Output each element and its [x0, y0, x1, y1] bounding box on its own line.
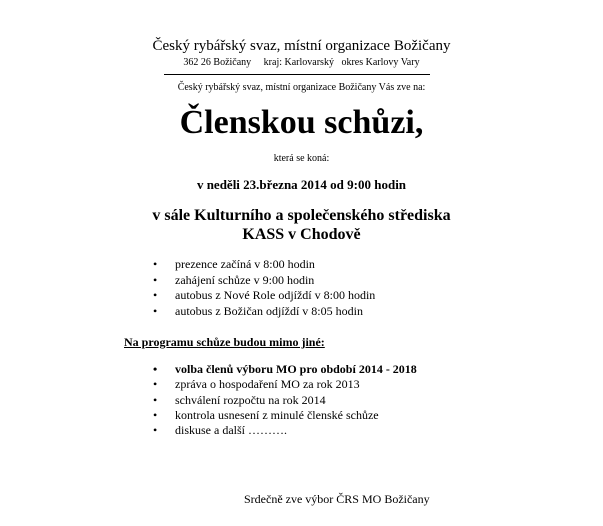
bullet-icon: •: [153, 272, 158, 287]
bullet-icon: •: [153, 257, 158, 271]
schedule-item-text: zahájení schůze v 9:00 hodin: [175, 272, 315, 287]
organization-address: 362 26 Božičany kraj: Karlovarský okres Karlovy Vary: [183, 57, 420, 68]
organization-name: Český rybářský svaz, místní organizace Božičany: [152, 38, 451, 54]
held-label: která se koná:: [273, 153, 330, 164]
venue-line-1: v sále Kulturního a společenského střediska: [152, 207, 451, 224]
bullet-icon: •: [153, 303, 158, 318]
header-divider: [164, 74, 430, 75]
program-item-text: kontrola usnesení z minulé členské schůze: [175, 407, 379, 422]
meeting-date: v neděli 23.března 2014 od 9:00 hodin: [196, 177, 407, 192]
schedule-item-text: autobus z Božičan odjíždí v 8:05 hodin: [175, 303, 363, 318]
invitation-line: Český rybářský svaz, místní organizace Božičany Vás zve na:: [177, 82, 426, 93]
program-list: [148, 362, 417, 438]
list-item: [148, 377, 417, 392]
bullet-icon: •: [153, 423, 158, 438]
program-item-text: zpráva o hospodaření MO za rok 2013: [175, 377, 360, 392]
list-item: [148, 273, 375, 289]
program-item-text: volba členů výboru MO pro období 2014 - 2018: [175, 362, 417, 376]
venue-line-2: KASS v Chodově: [242, 226, 361, 243]
signature: Srdečně zve výbor ČRS MO Božičany: [244, 492, 430, 506]
list-item: [148, 304, 375, 320]
bullet-icon: •: [153, 392, 158, 407]
list-item: [148, 362, 417, 377]
schedule-list: [148, 257, 375, 319]
page-title: Členskou schůzi,: [179, 104, 424, 141]
program-item-text: schválení rozpočtu na rok 2014: [175, 392, 326, 407]
schedule-item-text: autobus z Nové Role odjíždí v 8:00 hodin: [175, 288, 376, 302]
list-item: [148, 257, 375, 273]
bullet-icon: •: [153, 377, 158, 392]
program-heading: Na programu schůze budou mimo jiné:: [124, 335, 325, 349]
list-item: [148, 423, 417, 438]
schedule-item-text: prezence začíná v 8:00 hodin: [175, 257, 315, 271]
list-item: [148, 288, 375, 304]
bullet-icon: •: [153, 362, 158, 376]
bullet-icon: •: [153, 407, 158, 422]
list-item: [148, 408, 417, 423]
program-item-text: diskuse a další ……….: [175, 423, 287, 438]
bullet-icon: •: [153, 288, 158, 302]
list-item: [148, 393, 417, 408]
